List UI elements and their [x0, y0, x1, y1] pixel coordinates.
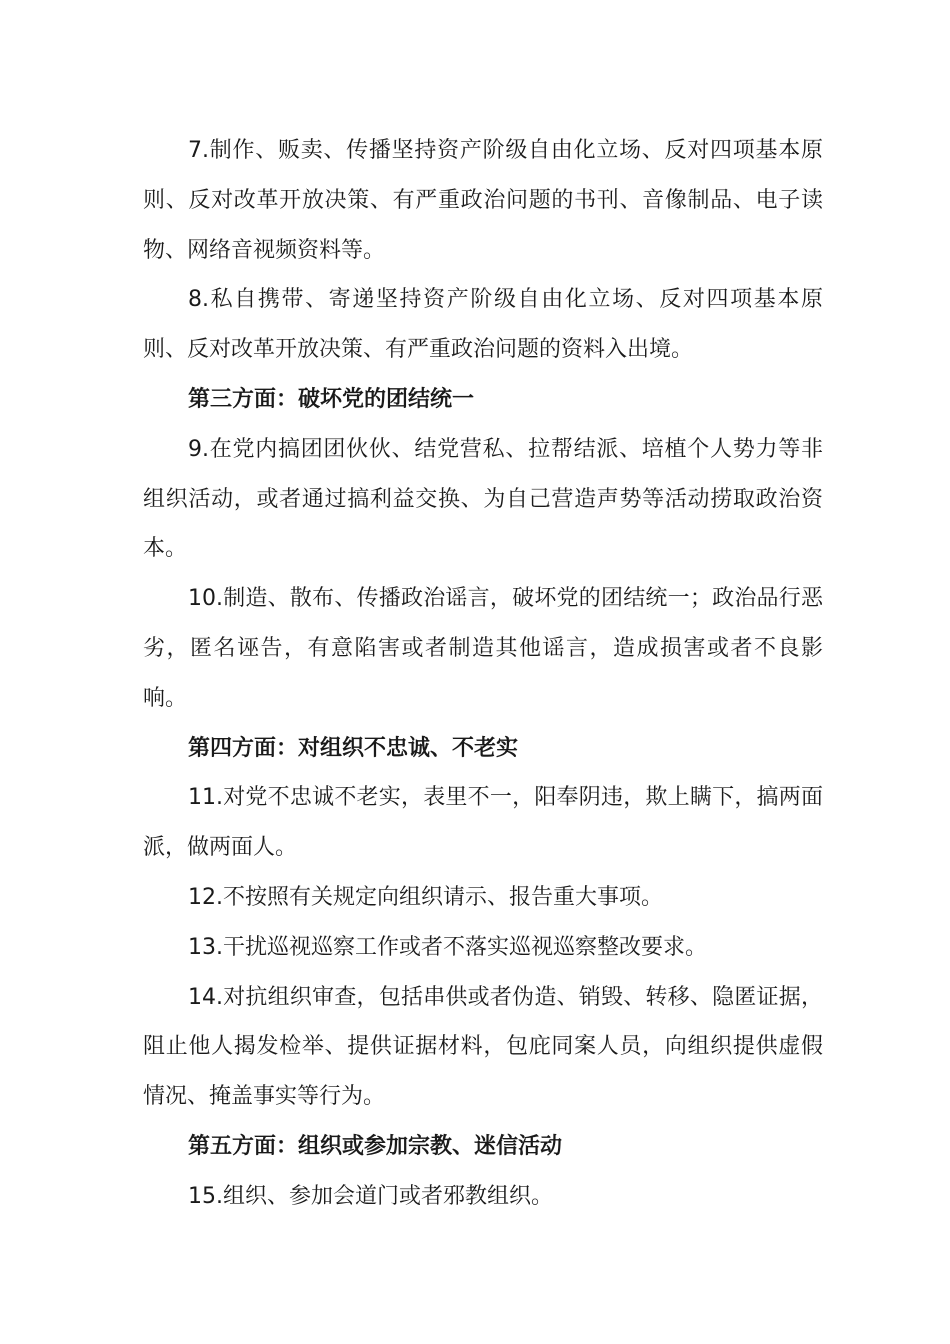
document-body — [143, 126, 823, 1222]
section-heading-4: 第四方面：对组织不忠诚、不老实 — [188, 735, 519, 761]
paragraph-item-8: 8.私自携带、寄递坚持资产阶级自由化立场、反对四项基本原则、反对改革开放决策、有严重政治问题的资料入出境。 — [143, 287, 823, 363]
paragraph-item-14: 14.对抗组织审查，包括串供或者伪造、销毁、转移、隐匿证据，阻止他人揭发检举、提供证据材料，包庇同案人员，向组织提供虚假情况、掩盖事实等行为。 — [143, 984, 823, 1110]
section-heading-3: 第三方面：破坏党的团结统一 — [188, 386, 475, 412]
section-heading-5: 第五方面：组织或参加宗教、迷信活动 — [188, 1133, 563, 1159]
paragraph-item-12: 12.不按照有关规定向组织请示、报告重大事项。 — [188, 884, 663, 910]
paragraph-item-10: 10.制造、散布、传播政治谣言，破坏党的团结统一；政治品行恶劣，匿名诬告，有意陷害或者制造其他谣言，造成损害或者不良影响。 — [143, 586, 823, 711]
paragraph-item-11: 11.对党不忠诚不老实，表里不一，阳奉阴违，欺上瞒下，搞两面派，做两面人。 — [143, 785, 823, 861]
paragraph-item-13: 13.干扰巡视巡察工作或者不落实巡视巡察整改要求。 — [188, 934, 707, 960]
paragraph-item-9: 9.在党内搞团团伙伙、结党营私、拉帮结派、培植个人势力等非组织活动，或者通过搞利益交换、为自己营造声势等活动捞取政治资本。 — [143, 436, 823, 562]
paragraph-item-7: 7.制作、贩卖、传播坚持资产阶级自由化立场、反对四项基本原则、反对改革开放决策、有严重政治问题的书刊、音像制品、电子读物、网络音视频资料等。 — [143, 138, 823, 263]
paragraph-item-15: 15.组织、参加会道门或者邪教组织。 — [188, 1183, 553, 1209]
